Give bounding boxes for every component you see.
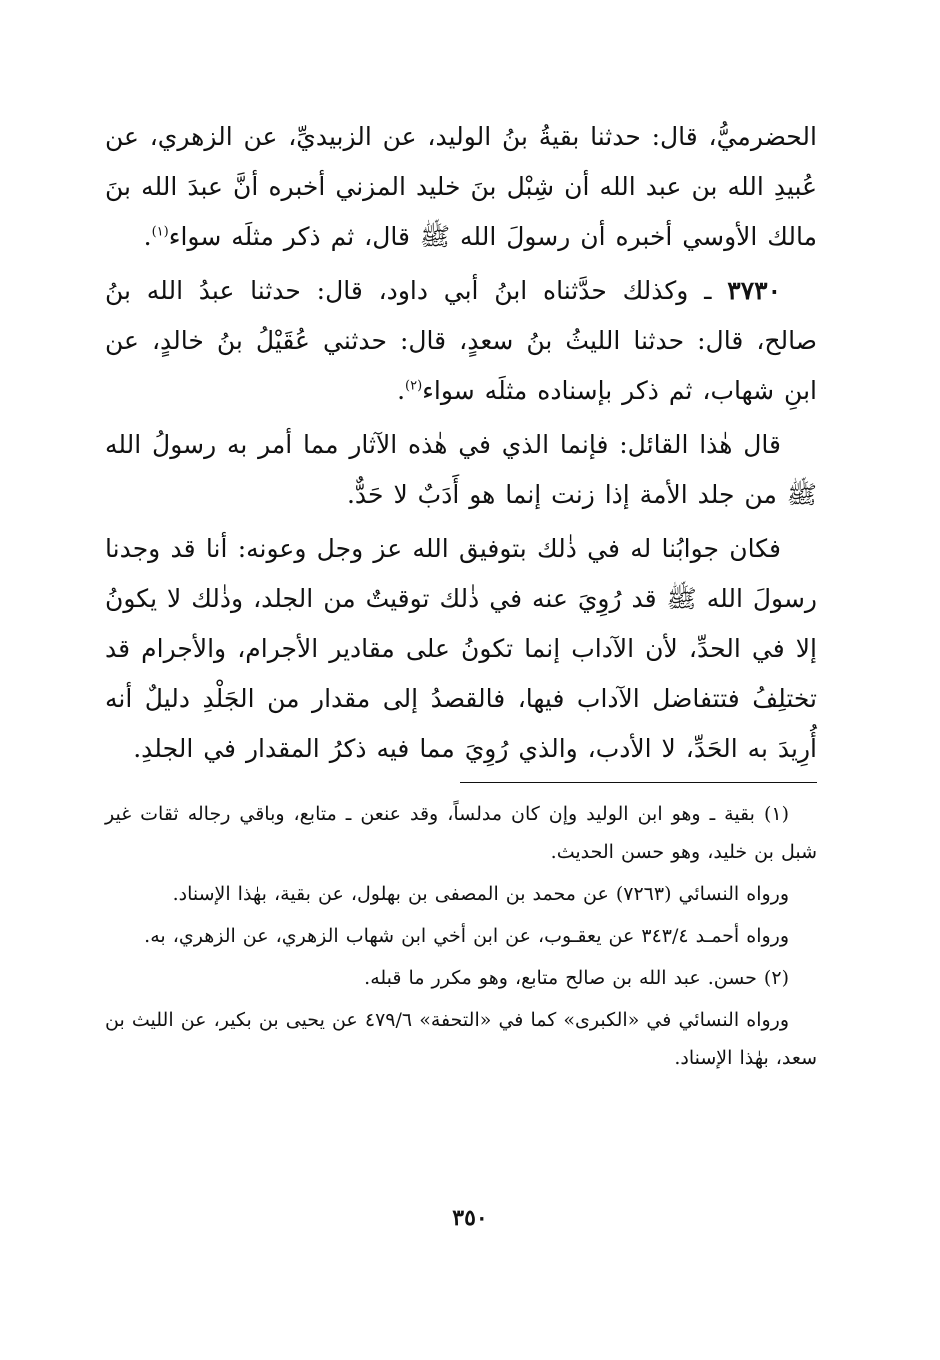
paragraph-1 [105,112,817,262]
hadith-number: ٣٧٣٠ [727,276,781,305]
footnote-2-nasai: ورواه النسائي في «الكبرى» كما في «التحفة» ٤٧٩/٦ عن يحيى بن بكير، عن الليث بن سعد، بهٰذا الإسناد. [105,1009,817,1069]
paragraph-2-end: . [397,376,406,405]
footnote-separator [460,782,817,783]
main-text [105,112,817,774]
paragraph-4: فكان جوابُنا له في ذٰلك بتوفيق الله عز وجل وعونه: أنا قد وجدنا رسولَ الله ﷺ قد رُوِيَ عنه في ذٰلك توقيتٌ من الجلد، وذٰلك لا يكونُ إلا في الحدِّ، لأن الآداب إنما تكونُ على مقادير الأجرام، والأجرام قد تختلِفُ فتتفاضل الآداب فيها، فالقصدُ إلى مقدار من الجَلْدِ دليلٌ أنه أُرِيدَ به الحَدِّ، لا الأدب، والذي رُوِيَ مما فيه ذكرُ المقدار في الجلدِ. [105,534,817,763]
paragraph-1-end: . [143,222,152,251]
paragraph-2-text: ـ وكذلك حدَّثناه ابنُ أبي داود، قال: حدثنا عبدُ الله بنُ صالح، قال: حدثنا الليثُ بنُ سعدٍ، قال: حدثني عُقَيْلُ بنُ خالدٍ، عن ابنِ شهاب، ثم ذكر بإسناده مثلَه سواء [105,276,817,405]
book-page [105,112,817,1302]
footnote-ref-1: (١) [151,224,169,240]
page-number: ٣٥٠ [452,1205,488,1231]
footnotes [105,795,817,1077]
paragraph-3: قال هٰذا القائل: فإنما الذي في هٰذه الآثار مما أمر به رسولُ الله ﷺ من جلد الأمة إذا زنت إنما هو أَدَبٌ لا حَدٌّ. [105,430,817,509]
footnote-1-ahmad: ورواه أحمـد ٣٤٣/٤ عن يعقـوب، عن ابن أخي ابن شهاب الزهري، عن الزهري، به. [144,925,789,947]
footnote-1-nasai: ورواه النسائي (٧٢٦٣) عن محمد بن المصفى بن بهلول، عن بقية، بهٰذا الإسناد. [172,883,789,905]
footnote-1: (١) بقية ـ وهو ابن الوليد وإن كان مدلساً، وقد عنعن ـ متابع، وباقي رجاله ثقات غير شبل بن خليد، وهو حسن الحديث. [105,803,817,863]
paragraph-1-text: الحضرميُّ، قال: حدثنا بقيةُ بنُ الوليد، عن الزبيديِّ، عن الزهري، عن عُبيدِ الله بن عبد الله أن شِبْل بنَ خليد المزني أخبره أنَّ عبدَ الله بنَ مالك الأوسي أخبره أن رسولَ الله ﷺ قال، ثم ذكر مثلَه سواء [105,122,818,251]
footnote-2: (٢) حسن. عبد الله بن صالح متابع، وهو مكرر ما قبله. [364,967,789,989]
footnote-ref-2: (٢) [405,378,423,394]
paragraph-hadith-3730 [105,266,817,416]
